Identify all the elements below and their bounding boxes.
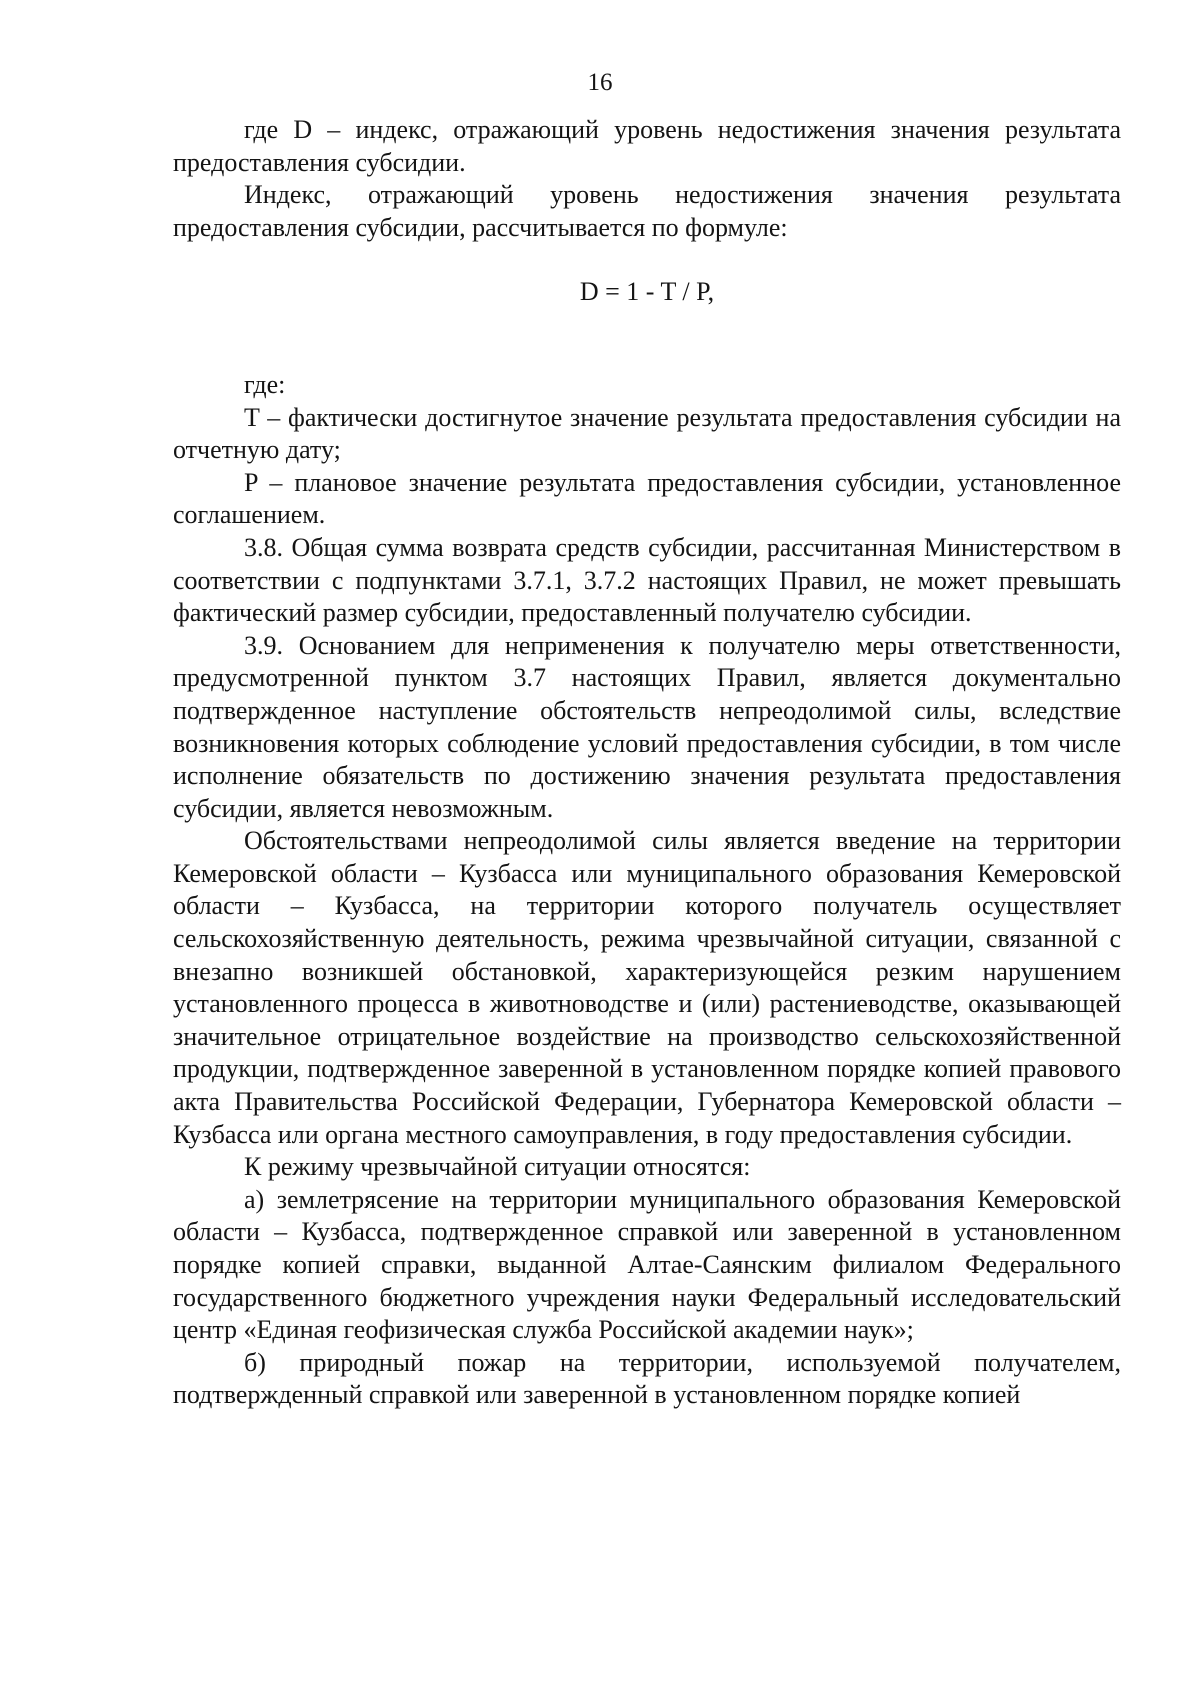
list-item-b-wildfire: б) природный пожар на территории, используемой получателем, подтвержденный справкой или заверенной в установленном порядке копией [173, 1347, 1121, 1410]
paragraph-3-8: 3.8. Общая сумма возврата средств субсидии, рассчитанная Министерством в соответствии с подпунктами 3.7.1, 3.7.2 настоящих Правил, не может превышать фактический размер субсидии, предоставленный получателю субсидии. [173, 532, 1121, 628]
paragraph-where: где: [244, 369, 286, 399]
paragraph-p-definition: P – плановое значение результата предоставления субсидии, установленное соглашением. [173, 467, 1121, 530]
paragraph-t-definition: T – фактически достигнутое значение результата предоставления субсидии на отчетную дату; [173, 402, 1121, 465]
page-number: 16 [587, 69, 613, 96]
paragraph-formula-intro: Индекс, отражающий уровень недостижения значения результата предоставления субсидии, рассчитывается по формуле: [173, 180, 1121, 242]
paragraph-emergency-list-intro: К режиму чрезвычайной ситуации относятся: [244, 1152, 751, 1182]
paragraph-3-9: 3.9. Основанием для неприменения к получателю меры ответственности, предусмотренной пунктом 3.7 настоящих Правил, является документально подтвержденное наступление обстоятельств непреодолимой силы, вследствие возникновения которых соблюдение условий предоставления субсидии, в том числе исполнение обязательств по достижению значения результата предоставления субсидии, является невозможным. [173, 630, 1121, 823]
document-body [173, 114, 1121, 1412]
paragraph-d-definition: где D – индекс, отражающий уровень недостижения значения результата предоставления субсидии. [173, 115, 1121, 177]
list-item-a-earthquake: а) землетрясение на территории муниципального образования Кемеровской области – Кузбасса, подтвержденное справкой или заверенной в установленном порядке копией справки, выданной Алтае-Саянским филиалом Федерального государственного бюджетного учреждения науки Федеральный исследовательский центр «Единая геофизическая служба Российской академии наук»; [173, 1184, 1121, 1345]
formula: D = 1 - T / P, [579, 277, 715, 307]
paragraph-force-majeure: Обстоятельствами непреодолимой силы является введение на территории Кемеровской области – Кузбасса или муниципального образования Кемеровской области – Кузбасса, на территории которого получатель осуществляет сельскохозяйственную деятельность, режима чрезвычайной ситуации, связанной с внезапно возникшей обстановкой, характеризующейся резким нарушением установленного процесса в животноводстве и (или) растениеводстве, оказывающей значительное отрицательное воздействие на производство сельскохозяйственной продукции, подтвержденное заверенной в установленном порядке копией правового акта Правительства Российской Федерации, Губернатора Кемеровской области – Кузбасса или органа местного самоуправления, в году предоставления субсидии. [173, 826, 1121, 1149]
